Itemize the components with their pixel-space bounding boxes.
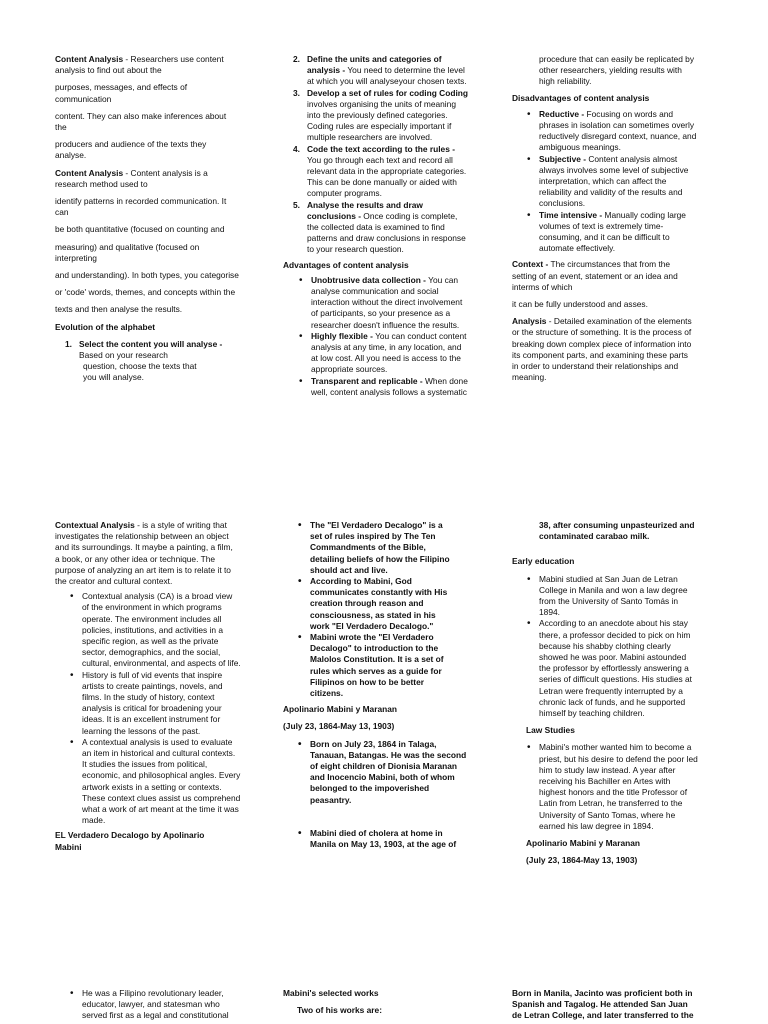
step-1: 1. Select the content you will analyse - Based on your research question, choose the texts that you will analyse. [65,338,223,383]
disadvantages-heading: Disadvantages of content analysis [512,92,650,103]
early-education-heading: Early education [512,556,575,567]
list-item: • Mabini studied at San Juan de Letran College in Manila and won a law degree from the University of Santo Tomás in 1894. [525,574,722,619]
s3-col1 [55,988,265,1022]
step-4: 4. Code the text according to the rules - You go through each text and record all relevant data in the appropriate categories. This can be done manually or aided with computer programs. [293,143,467,199]
mabini-death [296,828,493,850]
s2-col1 [55,520,265,853]
evolution-heading: Evolution of the alphabet [55,321,156,332]
decalogo-heading: EL Verdadero Decalogo by Apolinario Mabini [55,830,205,852]
s1-col3: procedure that can easily be replicated by other researchers, yielding results with high reliability. Disadvantages of content analysis • Reductive - Focusing on words and phrases in isolation can sometimes overly reductively disregard context, nuance, and ambiguous meanings. • Subjective - Content analysis almost always involves some level of subjective interpretation, which can affect the reliability and validity of the results and conclusions. • Time intensive - Manually coding large volumes of text is extremely time- consuming, and it can be difficult to automate effectively. Context - The circumstances that from the setting of an event, statement or an idea and interms of which it can be fully understood and asses. Analysis - Detailed examination of the elements or the structure of something. It is the process of breaking down complex piece of information into its component parts, and examining these parts in order to understand their relationships and meaning. [512,54,717,383]
contextual-bullets [68,591,265,826]
s2-col3: 38, after consuming unpasteurized and contaminated carabao milk. Early education • Mabini studied at San Juan de Letran College in Manila and won a law degree from the University of Santo Tomás in 1894. • According to an anecdote about his stay there, a professor decided to pick on him because his shabby clothing clearly showed he was poor. Mabini astounded the professor by effortlessly answering a series of difficult questions. His studies at Letran were frequently interrupted by a chronic lack of funds, and he supported himself by teaching children. Law Studies • Mabini's mother wanted him to become a priest, but his desire to defend the poor led him to study law instead. A year after receiving his Bachiller en Artes with highest honors and the title Professor of Latin from Letran, he transferred to the University of Santo Tomas, where he earned his law degree in 1894. Apolinario Mabini y Maranan (July 23, 1864-May 13, 1903) [512,520,722,866]
mabini-dates: (July 23, 1864-May 13, 1903) [526,855,638,866]
law-studies-heading: Law Studies [526,725,575,736]
law-studies-list [525,742,722,832]
s3-col3 [512,988,722,1022]
step-5: 5. Analyse the results and draw conclusions - Once coding is complete, the collected data is examined to find patterns and draw conclusions in response to your research question. [293,199,466,255]
early-education-list [525,574,722,720]
advantages-list [297,275,493,398]
contextual-analysis-definition: Contextual Analysis - is a style of writing that investigates the relationship between an object and its surroundings. It maybe a painting, a film, a book, or any other idea or technique. The purpose of analyzing an art item is to relate it to the creator and cultural context. [55,520,233,587]
term: Content Analysis [55,54,124,64]
mabini-name-heading: Apolinario Mabini y Maranan [283,704,398,715]
list-item: • Contextual analysis (CA) is a broad view of the environment in which programs operate. The environment includes all policies, institutions, and activities in a specific region, as well as the private sector, demographics, and the social, cultural, environmental, and aspects of life. [68,591,265,669]
mabini-dates: (July 23, 1864-May 13, 1903) [283,721,395,732]
s3-col2 [283,988,493,1016]
list-item: • History is full of vid events that inspire artists to create paintings, novels, and films. In the study of history, context analysis is critical for broadening your ideas. It is an excellent instrument for learning the lessons of the past. [68,670,265,737]
mabini-name-heading: Apolinario Mabini y Maranan [526,838,641,849]
step-2: 2. Define the units and categories of analysis - You need to determine the level at which you will analyseyour chosen texts. [293,54,467,87]
advantage-item: • Transparent and replicable - When done well, content analysis follows a systematic [297,376,493,398]
selected-works-heading: Mabini's selected works [283,988,379,998]
context-definition: Context - The circumstances that from the setting of an event, statement or an idea and interms of which [512,259,678,292]
disadvantage-item: • Time intensive - Manually coding large volumes of text is extremely time- consuming, and it can be difficult to automate effectively. [525,210,717,255]
s2-col2 [283,520,493,850]
disadvantage-item: • Subjective - Content analysis almost always involves some level of subjective interpretation, which can affect the reliability and validity of the results and conclusions. [525,154,717,210]
advantage-item: • Unobtrusive data collection - You can analyse communication and social interaction without the direct involvement of participants, so your presence as a researcher doesn't influence the results. [297,275,493,331]
s1-col2 [283,54,493,398]
content-analysis-para: Content Analysis - Researchers use content analysis to find out about the [55,54,224,76]
mabini-intro-bullet [68,988,265,1022]
disadvantage-item: • Reductive - Focusing on words and phrases in isolation can sometimes overly reductively disregard context, nuance, and ambiguous meanings. [525,109,717,154]
analysis-definition: Analysis - Detailed examination of the elements or the structure of something. It is the process of breaking down complex piece of information into its component parts, and examining these parts in order to understand their relationships and meaning. [512,316,692,383]
list-item: • Mabini's mother wanted him to become a priest, but his desire to defend the poor led him to study law instead. A year after receiving his Bachiller en Artes with highest honors and the title Professor of Latin from Letran, he transferred to the University of Santo Tomas, where he earned his law degree in 1894. [525,742,722,832]
list-item: • Mabini died of cholera at home in Manila on May 13, 1903, at the age of [296,828,493,850]
jacinto-paragraph: Born in Manila, Jacinto was proficient both in Spanish and Tagalog. He attended San Juan de Letran College, and later transferred to the [512,988,694,1021]
content-analysis-para-2: Content Analysis - Content analysis is a research method used to [55,167,208,189]
s1-col1: Content Analysis - Researchers use content analysis to find out about the purposes, messages, and effects of communication content. They can also make inferences about the producers and audience of the texts they analyse. Content Analysis - Content analysis is a research method used to identify patterns in recorded communication. It can be both quantitative (focused on counting and measuring) and qualitative (focused on interpreting and understanding). In both types, you categorise or 'code' words, themes, and concepts within the texts and then analyse the results. Evolution of the alphabet 1. Select the content you will analyse - Based on your research question, choose the texts that you will analyse. [55,54,260,384]
step-3: 3. Develop a set of rules for coding Coding involves organising the units of meaning into the previously defined categories. Coding rules are especially important if multiple researchers are involved. [293,87,469,143]
advantage-item: • Highly flexible - You can conduct content analysis at any time, in any location, and at low cost. All you need is access to the appropriate sources. [297,331,493,376]
list-item: • He was a Filipino revolutionary leader, educator, lawyer, and statesman who served first as a legal and constitutional [68,988,265,1022]
list-item: • According to Mabini, God communicates constantly with His creation through reason and consciousness, as stated in his work "El Verdadero Decalogo." [296,576,493,632]
steps-list [293,54,493,256]
decalogo-bullets [296,520,493,699]
mabini-bio [296,739,493,806]
disadvantages-list [525,109,717,255]
list-item: • Mabini wrote the "El Verdadero Decalogo" to introduction to the Malolos Constitution. It is a set of rules which serves as a guide for Filipinos on how to be better citizens. [296,632,493,699]
list-item: • Born on July 23, 1864 in Talaga, Tanauan, Batangas. He was the second of eight children of Dionisia Maranan and Inocencio Mabini, both of whom belonged to the impoverished peasantry. [296,739,493,806]
two-works-label: Two of his works are: [297,1005,383,1016]
list-item: • A contextual analysis is used to evaluate an item in historical and cultural contexts. It studies the issues from political, economic, and philosophical angles. Every artwork exists in a setting or contexts. These context clues assist us comprehend what a work of art meant at the time it was made. [68,737,265,827]
list-item: • The "El Verdadero Decalogo" is a set of rules inspired by The Ten Commandments of the Bible, detailing beliefs of how the Filipino should act and live. [296,520,493,576]
advantages-heading: Advantages of content analysis [283,259,409,270]
list-item: • According to an anecdote about his stay there, a professor decided to pick on him because his shabby clothing clearly showed he was poor. Mabini astounded the professor by effortlessly answering a series of difficult questions. His studies at Letran were frequently interrupted by a chronic lack of funds, and he supported himself by teaching children. [525,618,722,719]
